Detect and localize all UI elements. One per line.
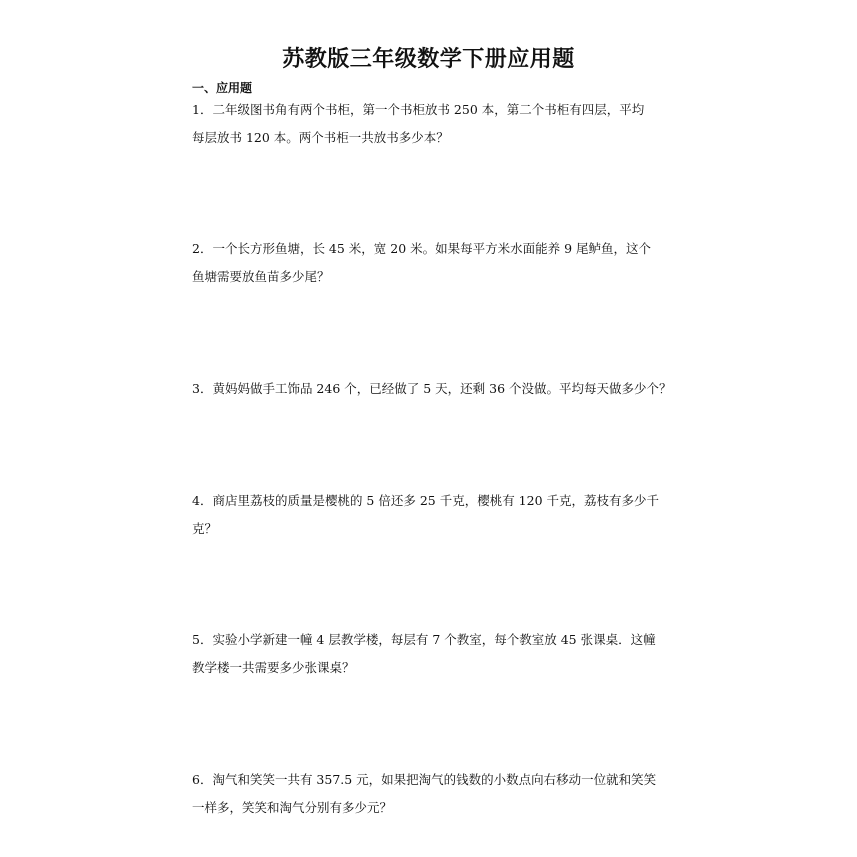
question-2-line-2: 鱼塘需要放鱼苗多少尾？ [192,269,330,284]
question-4 [192,487,670,543]
question-5 [192,626,670,682]
question-1-line-1: 1．二年级图书角有两个书柜，第一个书柜放书 250 本，第二个书柜有四层，平均 [192,102,645,117]
question-1-line-2: 每层放书 120 本。两个书柜一共放书多少本？ [192,130,449,145]
question-6-line-2: 一样多，笑笑和淘气分别有多少元？ [192,800,393,815]
question-6-line-1: 6．淘气和笑笑一共有 357.5 元，如果把淘气的钱数的小数点向右移动一位就和笑笑 [192,772,657,787]
question-2 [192,235,670,291]
question-3-line-1: 3．黄妈妈做手工饰品 246 个，已经做了 5 天，还剩 36 个没做。平均每天做多少个？ [192,381,672,396]
question-6 [192,766,670,822]
question-3 [192,375,670,403]
question-4-line-2: 克？ [192,521,218,536]
question-2-line-1: 2．一个长方形鱼塘，长 45 米，宽 20 米。如果每平方米水面能养 9 尾鲈鱼，这个 [192,241,652,256]
question-1 [192,96,670,152]
section-heading: 一、应用题 [192,81,253,95]
question-5-line-1: 5．实验小学新建一幢 4 层教学楼，每层有 7 个教室，每个教室放 45 张课桌．这幢 [192,632,656,647]
page-title: 苏教版三年级数学下册应用题 [282,47,575,72]
question-5-line-2: 教学楼一共需要多少张课桌？ [192,660,355,675]
question-4-line-1: 4．商店里荔枝的质量是樱桃的 5 倍还多 25 千克，樱桃有 120 千克，荔枝有多少千 [192,493,660,508]
